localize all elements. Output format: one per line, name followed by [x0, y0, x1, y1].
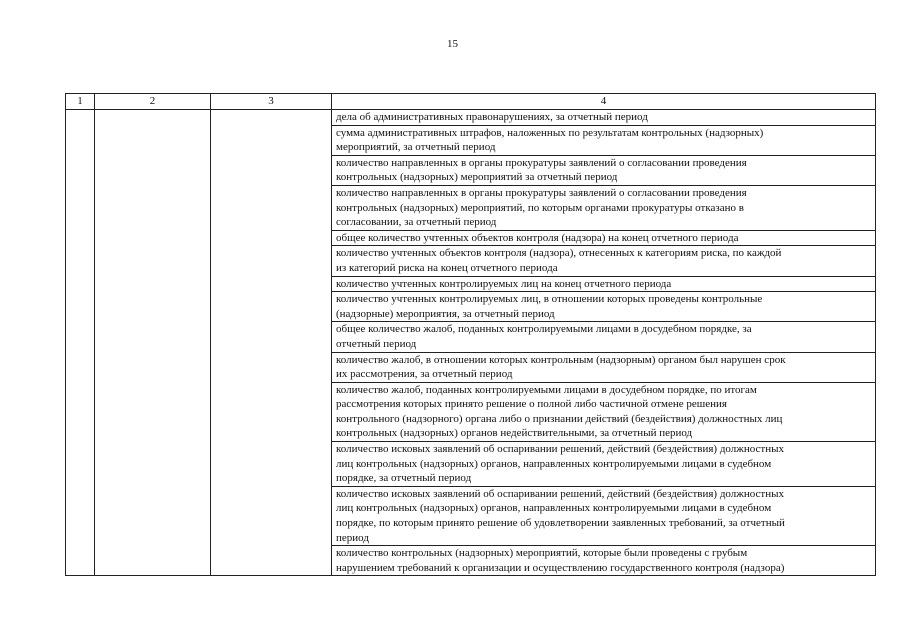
indicator-line: количество направленных в органы прокуратуры заявлений о согласовании проведения [336, 186, 747, 199]
page-number: 15 [447, 38, 458, 50]
column-header-4: 4 [332, 94, 876, 110]
indicator-line: контрольных (надзорных) мероприятий за отчетный период [336, 171, 618, 184]
table-header-row [66, 94, 876, 110]
column-header-1: 1 [66, 94, 95, 110]
indicator-line: согласовании, за отчетный период [336, 216, 497, 229]
indicator-line: рассмотрения которых принято решение о полной либо частичной отмене решения [336, 398, 727, 411]
indicators-table [65, 93, 876, 576]
column-header-2: 2 [95, 94, 211, 110]
indicator-line: период [336, 531, 369, 544]
indicator-line: порядке, за отчетный период [336, 472, 472, 485]
indicator-line: количество контрольных (надзорных) мероприятий, которые были проведены с грубым [336, 547, 748, 560]
indicator-cell [332, 382, 876, 441]
indicator-cell [332, 185, 876, 230]
indicator-line: контрольного (надзорного) органа либо о признании действий (бездействия) должностных лиц [336, 412, 783, 425]
indicator-line: количество исковых заявлений об оспаривании решений, действий (бездействия) должностных [336, 487, 784, 500]
indicator-cell [332, 155, 876, 185]
table-row [66, 110, 876, 126]
indicator-cell [332, 322, 876, 352]
indicator-cell [332, 352, 876, 382]
indicator-line: лиц контрольных (надзорных) органов, направленных контролируемыми лицами в судебном [336, 457, 772, 470]
indicator-line: отчетный период [336, 337, 417, 350]
indicator-cell [332, 276, 876, 292]
column-header-3: 3 [211, 94, 332, 110]
indicator-line: нарушением требований к организации и осуществлению государственного контроля (надзора) [336, 561, 785, 574]
indicator-cell [332, 292, 876, 322]
indicator-line: количество направленных в органы прокуратуры заявлений о согласовании проведения [336, 156, 747, 169]
indicator-line: их рассмотрения, за отчетный период [336, 368, 513, 381]
indicator-cell [332, 546, 876, 576]
indicator-cell [332, 230, 876, 246]
col-3-empty-cell [211, 110, 332, 576]
indicator-line: дела об административных правонарушениях, за отчетный период [336, 111, 648, 123]
indicator-line: количество учтенных контролируемых лиц, в отношении которых проведены контрольные [336, 293, 763, 306]
indicator-line: количество жалоб, поданных контролируемыми лицами в досудебном порядке, по итогам [336, 383, 757, 396]
indicator-line: (надзорные) мероприятия, за отчетный период [336, 307, 555, 320]
indicator-line: общее количество жалоб, поданных контролируемыми лицами в досудебном порядке, за [336, 323, 752, 336]
col-1-empty-cell [66, 110, 95, 576]
indicator-line: сумма административных штрафов, наложенных по результатам контрольных (надзорных) [336, 126, 764, 139]
indicator-line: контрольных (надзорных) мероприятий, по которым органами прокуратуры отказано в [336, 201, 744, 214]
indicator-line: контрольных (надзорных) органов недействительными, за отчетный период [336, 427, 693, 440]
indicator-line: количество учтенных контролируемых лиц на конец отчетного периода [336, 277, 672, 290]
indicator-cell [332, 442, 876, 487]
indicator-cell [332, 486, 876, 545]
indicator-line: лиц контрольных (надзорных) органов, направленных контролируемыми лицами в судебном [336, 502, 772, 515]
indicator-line: количество исковых заявлений об оспаривании решений, действий (бездействия) должностных [336, 443, 784, 456]
indicator-line: мероприятий, за отчетный период [336, 141, 496, 154]
indicator-cell [332, 125, 876, 155]
indicator-cell [332, 246, 876, 276]
indicator-cell [332, 110, 876, 126]
indicator-line: порядке, по которым принято решение об удовлетворении заявленных требований, за отчетный [336, 517, 785, 530]
col-2-empty-cell [95, 110, 211, 576]
indicator-line: количество жалоб, в отношении которых контрольным (надзорным) органом был нарушен срок [336, 353, 786, 366]
indicator-line: общее количество учтенных объектов контроля (надзора) на конец отчетного периода [336, 231, 739, 244]
indicator-line: из категорий риска на конец отчетного периода [336, 261, 558, 274]
indicator-line: количество учтенных объектов контроля (надзора), отнесенных к категориям риска, по каждой [336, 247, 782, 260]
